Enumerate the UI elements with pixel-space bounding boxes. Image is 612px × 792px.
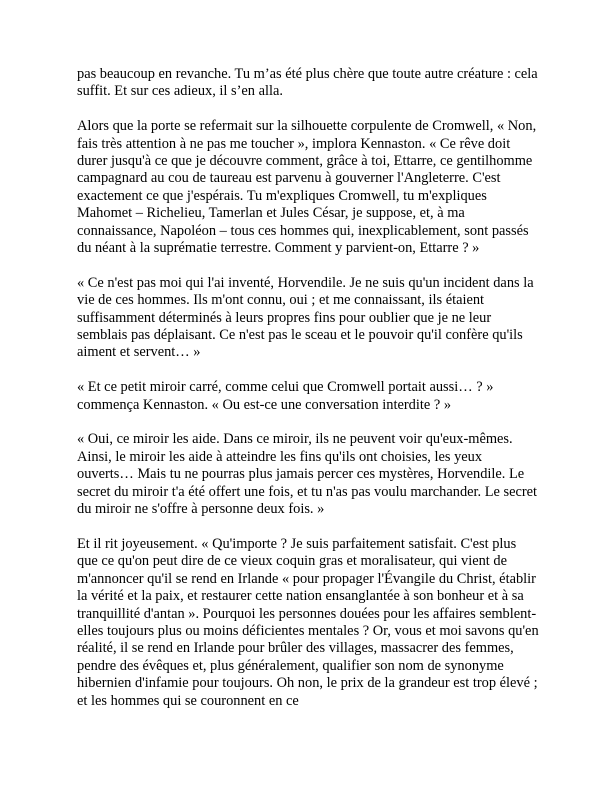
text-body [77,66,539,710]
paragraph-1: pas beaucoup en revanche. Tu m’as été plus chère que toute autre créature : cela suffit. Et sur ces adieux, il s’en alla. [77,66,538,100]
paragraph-5: « Oui, ce miroir les aide. Dans ce miroir, ils ne peuvent voir qu'eux-mêmes. Ainsi, le miroir les aide à atteindre les fins qu'ils ont choisies, les yeux ouverts… Mais tu ne pourras plus jamais percer ces mystères, Horvendile. Le secret du miroir t'a été offert une fois, et tu n'as pas voulu marchander. Le secret du miroir ne s'offre à personne deux fois. » [77,431,538,518]
paragraph-3: « Ce n'est pas moi qui l'ai inventé, Horvendile. Je ne suis qu'un incident dans la vie de ces hommes. Ils m'ont connu, oui ; et me connaissant, ils étaient suffisamment déterminés à leurs propres fins pour oublier que je ne leur semblais pas déplaisant. Ce n'est pas le sceau et le pouvoir qu'il confère qu'ils aiment et servent… » [77,274,534,361]
paragraph-6: Et il rit joyeusement. « Qu'importe ? Je suis parfaitement satisfait. C'est plus que ce qu'on peut dire de ce vieux coquin gras et moralisateur, qui vient de m'annoncer qu'il se rend en Irlande « pour propager l'Évangile du Christ, établir la vérité et la paix, et restaurer cette nation ensanglantée à son bonheur et à sa tranquillité d'antan ». Pourquoi les personnes douées pour les affaires semblent-elles toujours plus ou moins déficientes mentales ? Or, vous et moi savons qu'en réalité, il se rend en Irlande pour brûler des villages, massacrer des femmes, pendre des évêques et, plus généralement, qualifier son nom de synonyme hibernien d'infamie pour toujours. Oh non, le prix de la grandeur est trop élevé ; et les hommes qui se couronnent en ce [77,535,539,709]
paragraph-2: Alors que la porte se refermait sur la silhouette corpulente de Cromwell, « Non, fais très attention à ne pas me toucher », implora Kennaston. « Ce rêve doit durer jusqu'à ce que je découvre comment, grâce à toi, Ettarre, ce gentilhomme campagnard au cou de taureau est parvenu à gouverner l'Angleterre. C'est exactement ce que j'espérais. Tu m'expliques Cromwell, tu m'expliques Mahomet – Richelieu, Tamerlan et Jules César, je suppose, et, à ma connaissance, Napoléon – tous ces hommes qui, inexplicablement, sont passés du néant à la suprématie terrestre. Comment y parvient-on, Ettarre ? » [77,118,537,257]
paragraph-4: « Et ce petit miroir carré, comme celui que Cromwell portait aussi… ? » commença Kennaston. « Ou est-ce une conversation interdite ? » [77,379,494,413]
